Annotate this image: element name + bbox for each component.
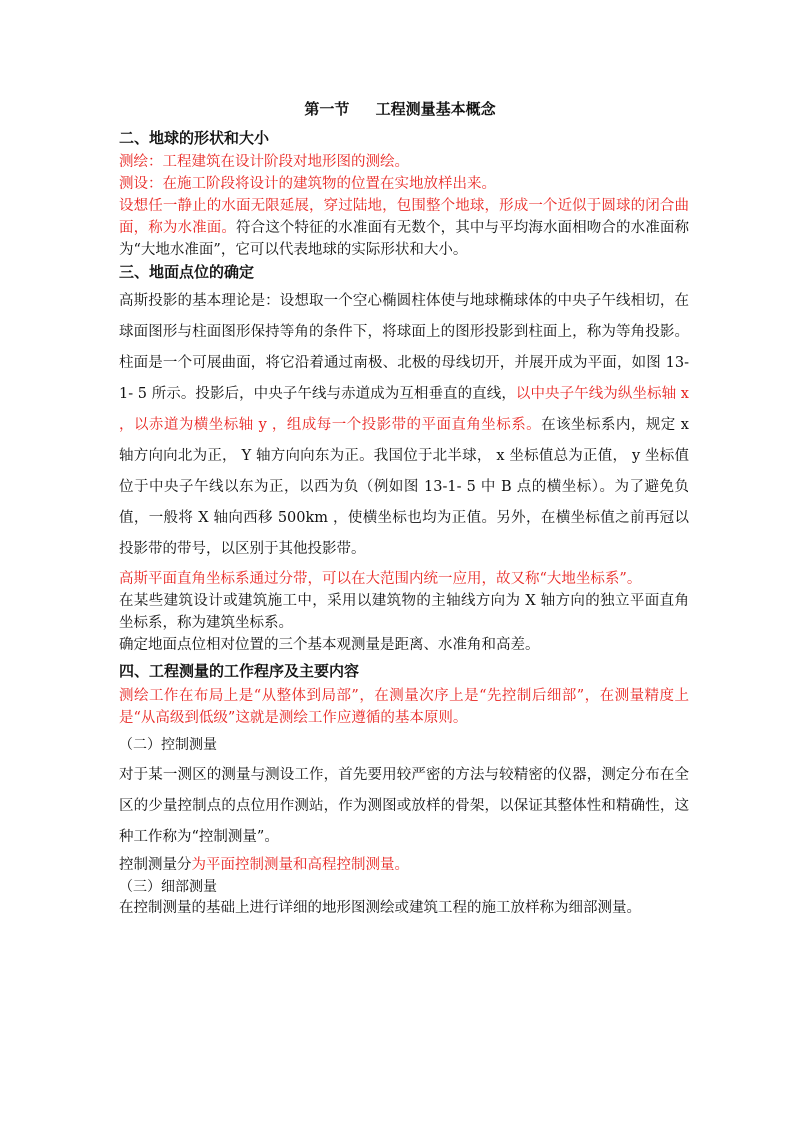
paragraph-gauss-projection [119,286,689,565]
basic-observations-paragraph: 确定地面点位相对位置的三个基本观测量是距离、水准角和高差。 [119,637,540,653]
geoid-definition: 符合这个特征的水准面有无数个，其中与平均海水面相吻合的水准面称为“大地水准面”，它可以代表地球的实际形状和大小。 [119,220,690,258]
heading-work-procedure: 四、工程测量的工作程序及主要内容 [119,662,360,680]
control-types-lead: 控制测量分 [119,857,192,873]
page-title [0,98,800,119]
building-coordinate-paragraph: 在某些建筑设计或建筑施工中，采用以建筑物的主轴线方向为 X 轴方向的独立平面直角坐标系，称为建筑坐标系。 [119,593,689,631]
gauss-theory-text: 高斯投影的基本理论是：设想取一个空心椭圆柱体使与地球椭球体的中央子午线相切，在球面图形与柱面图形保持等角的条件下，将球面上的图形投影到柱面上，称为等角投影。柱面是一个可展曲面，将它沿着通过南极、北极的母线切开，并展开成为平面，如图 13-1- 5 所示。投影后，中央子午线与赤道成为互相垂直的直线， [119,293,689,402]
heading-point-location: 三、地面点位的确定 [119,263,255,281]
gauss-axis-rules: 在该坐标系内，规定 x 轴方向向北为正， Y 轴方向向东为正。我国位于北半球， x 坐标值总为正值， y 坐标值位于中央子午线以东为正，以西为负（例如图 13-1- 5 中 B 点的横坐标）。为了避免负值，一般将 X 轴向西移 500km ，使横坐标也均为正值。另外，在横坐标值之前再冠以投影带的带号，以区别于其他投影带。 [119,417,689,557]
section-name: 工程测量基本概念 [375,100,496,118]
detail-survey-paragraph: 在控制测量的基础上进行详细的地形图测绘或建筑工程的施工放样称为细部测量。 [119,900,641,916]
control-types-red: 为平面控制测量和高程控制测量。 [191,857,409,873]
level-surface-definition: 设想任一静止的水面无限延展，穿过陆地，包围整个地球，形成一个近似于圆球的闭合曲面，称为水准面。 [119,198,689,236]
survey-principle-paragraph: 测绘工作在布局上是“从整体到局部”，在测量次序上是“先控制后细部”，在测量精度上是“从高级到低级”这就是测绘工作应遵循的基本原则。 [119,688,689,726]
subheading-detail-survey: （三）细部测量 [119,879,217,895]
gauss-coordinate-definition: 以中央子午线为纵坐标轴 x ，以赤道为横坐标轴 y ，组成每一个投影带的平面直角坐标系。 [119,386,689,433]
subheading-control-survey: （二）控制测量 [119,737,217,753]
control-survey-types [119,854,689,876]
definition-surveying: 测绘：工程建筑在设计阶段对地形图的测绘。 [119,154,409,170]
geodetic-coordinate-note: 高斯平面直角坐标系通过分带，可以在大范围内统一应用，故又称“大地坐标系”。 [119,571,642,587]
section-number: 第一节 [304,100,350,118]
heading-earth-shape: 二、地球的形状和大小 [119,129,270,147]
control-survey-paragraph: 对于某一测区的测量与测设工作，首先要用较严密的方法与较精密的仪器，测定分布在全区的少量控制点的点位用作测站，作为测图或放样的骨架，以保证其整体性和精确性，这种工作称为“控制测量”。 [119,767,689,845]
definition-setting-out: 测设：在施工阶段将设计的建筑物的位置在实地放样出来。 [119,176,496,192]
paragraph-level-surface [119,195,689,261]
